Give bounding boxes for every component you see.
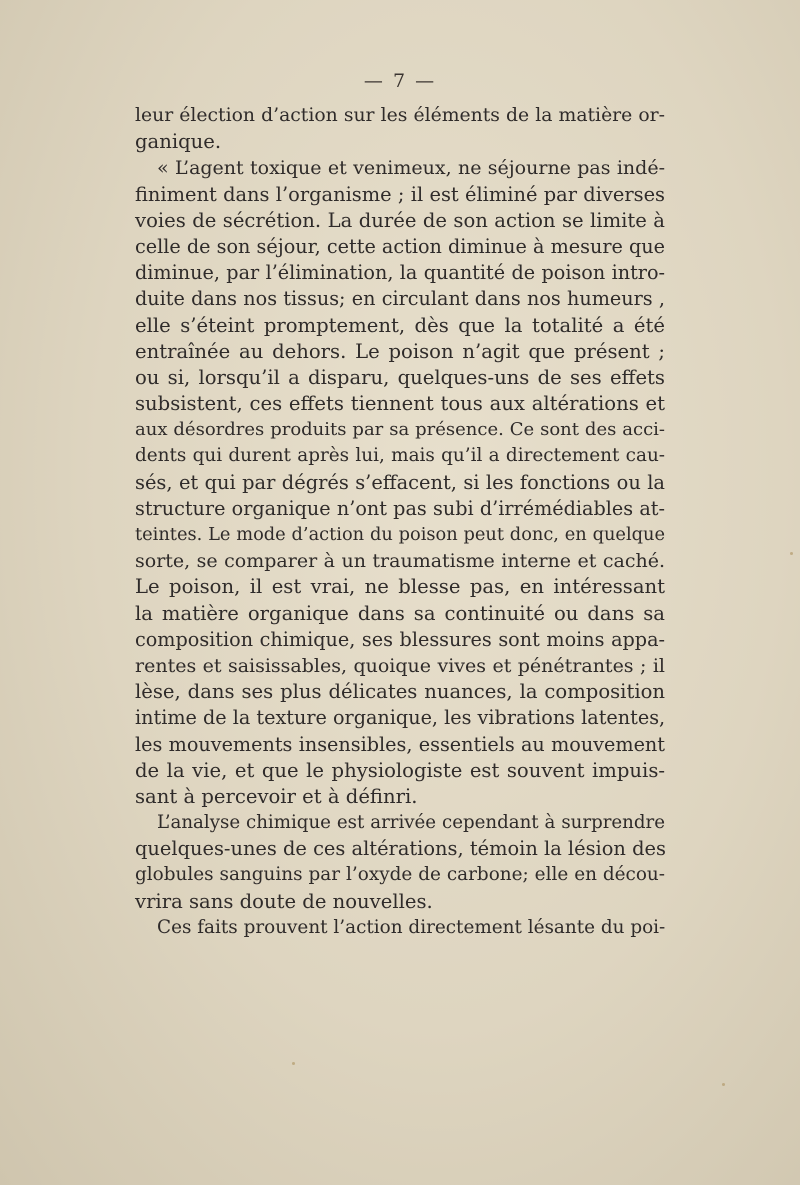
text-line: rentes et saisissables, quoique vives et pénétrantes ; il (135, 654, 665, 677)
text-line: de la vie, et que le physiologiste est souvent impuis- (135, 758, 665, 782)
text-line: sant à percevoir et à définri. (135, 784, 418, 808)
paper-speck (722, 1083, 725, 1086)
text-line: diminue, par l’élimination, la quantité de poison intro- (135, 261, 665, 285)
text-line: voies de sécrétion. La durée de son action se limite à (135, 208, 665, 232)
text-line: sorte, se comparer à un traumatisme interne et caché. (135, 550, 665, 573)
text-line: aux désordres produits par sa présence. Ce sont des acci- (135, 419, 665, 441)
text-line: lèse, dans ses plus délicates nuances, la composition (135, 680, 665, 704)
body-text (135, 103, 665, 941)
text-line: L’analyse chimique est arrivée cependant à surprendre (157, 812, 665, 834)
text-line: duite dans nos tissus; en circulant dans nos humeurs , (135, 287, 665, 311)
text-line: globules sanguins par l’oxyde de carbone; elle en décou- (135, 864, 665, 886)
text-line: structure organique n’ont pas subi d’irrémédiables at- (135, 496, 665, 520)
text-line: ou si, lorsqu’il a disparu, quelques-uns de ses effets (135, 365, 665, 389)
text-line: ganique. (135, 130, 222, 154)
page-number: — 7 — (363, 70, 437, 92)
text-line: dents qui durent après lui, mais qu’il a directement cau- (135, 445, 665, 467)
text-line: quelques-unes de ces altérations, témoin la lésion des (135, 837, 666, 861)
text-line: Le poison, il est vrai, ne blesse pas, en intéressant (135, 575, 665, 599)
text-line: « L’agent toxique et venimeux, ne séjourne pas indé- (157, 157, 665, 180)
paper-speck (292, 1062, 295, 1065)
text-line: vrira sans doute de nouvelles. (135, 889, 433, 913)
text-line: les mouvements insensibles, essentiels au mouvement (135, 732, 665, 756)
text-line: Ces faits prouvent l’action directement lésante du poi- (157, 916, 666, 938)
paper-speck (790, 552, 793, 555)
text-line: intime de la texture organique, les vibrations latentes, (135, 706, 666, 730)
text-line: composition chimique, ses blessures sont moins appa- (135, 627, 665, 651)
text-line: entraînée au dehors. Le poison n’agit que présent ; (135, 339, 665, 363)
text-line: subsistent, ces effets tiennent tous aux altérations et (135, 392, 665, 416)
text-line: elle s’éteint promptement, dès que la totalité a été (135, 313, 665, 337)
text-line: leur élection d’action sur les éléments de la matière or- (135, 105, 665, 126)
text-line: celle de son séjour, cette action diminue à mesure que (135, 234, 665, 258)
text-line: la matière organique dans sa continuité ou dans sa (135, 601, 665, 625)
text-line: finiment dans l’organisme ; il est éliminé par diverses (135, 182, 665, 206)
text-line: teintes. Le mode d’action du poison peut donc, en quelque (135, 524, 665, 545)
text-line: sés, et qui par dégrés s’effacent, si les fonctions ou la (135, 470, 665, 494)
